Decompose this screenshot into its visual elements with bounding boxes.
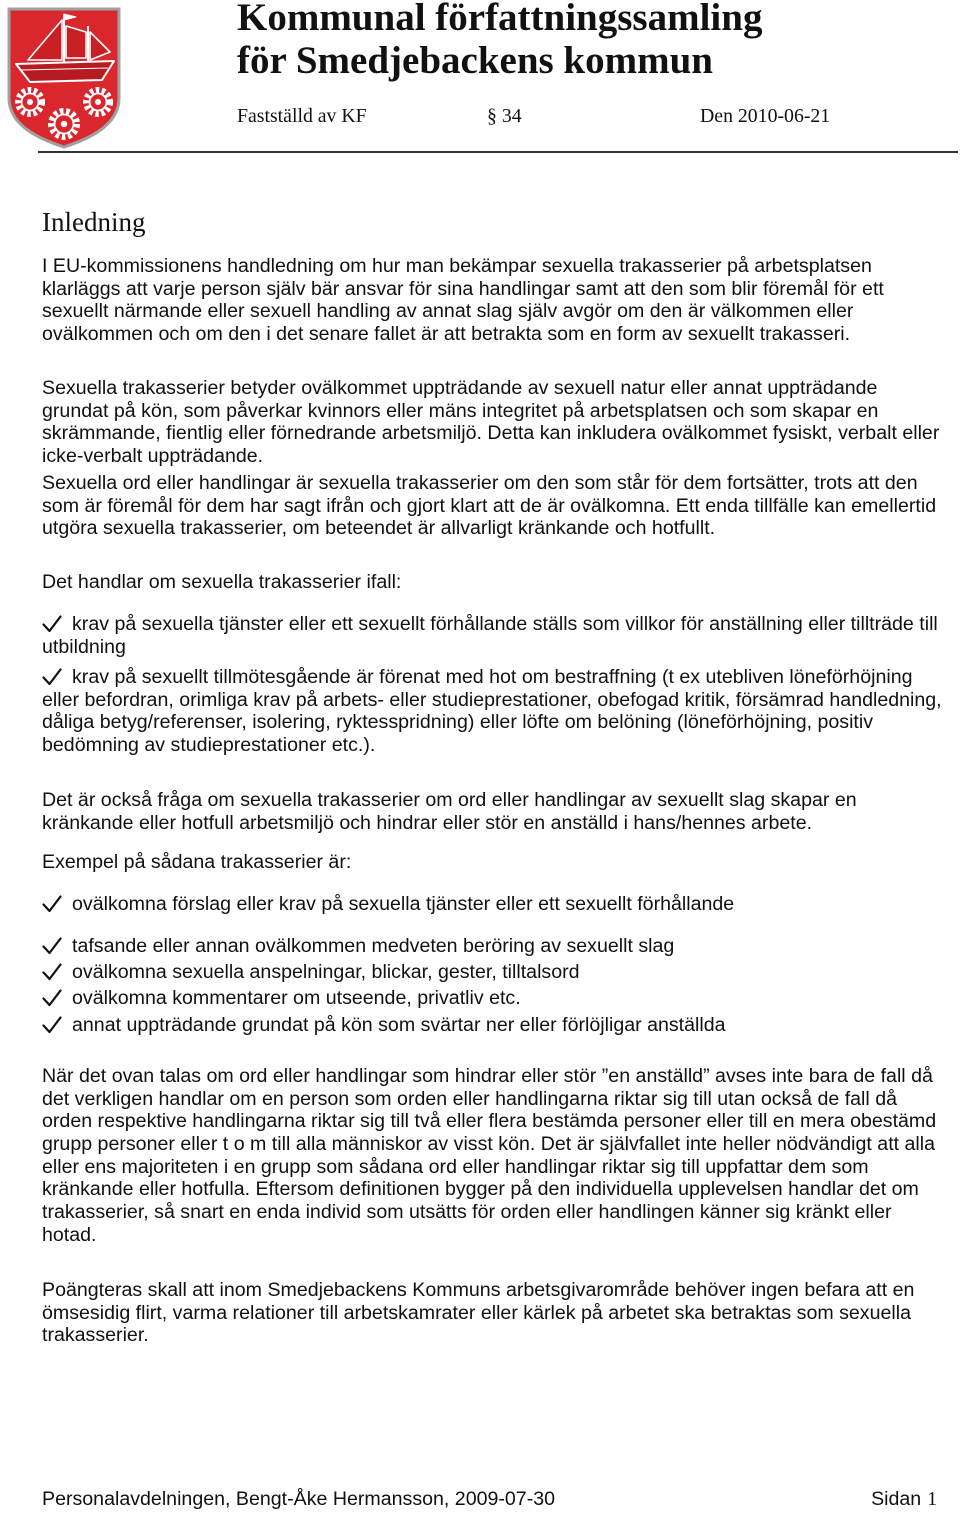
footer-author: Personalavdelningen, Bengt-Åke Hermansson, 2009-07-30 [42,1488,556,1510]
list-item [42,1014,954,1037]
list-item [42,893,954,916]
paragraph [42,255,954,346]
list-item [42,666,954,757]
text-line: utgöra sexuella trakasserier, om beteendet är allvarligt kränkande och hotfullt. [42,517,716,540]
text-line: skrämmande, fientlig eller förnedrande arbetsmiljö. Detta kan inkludera ovälkommet fysiskt, verbalt eller [42,422,940,445]
page-label: Sidan [871,1488,922,1510]
text-line: Det är också fråga om sexuella trakasserier om ord eller handlingar av sexuellt slag skapar en [42,789,857,811]
text-line: utbildning [42,635,126,658]
coat-of-arms-logo [6,6,122,150]
text-line: I EU-kommissionens handledning om hur man bekämpar sexuella trakasserier på arbetsplatsen [42,255,872,277]
text-line: annat uppträdande grundat på kön som svärtar ner eller förlöjligar anställda [72,1014,726,1036]
paragraph [42,1065,954,1247]
text-line: ovälkomna kommentarer om utseende, privatliv etc. [72,987,521,1009]
list-item [42,613,954,658]
paragraph [42,472,954,540]
checkmark-icon [42,989,62,1007]
text-line: ovälkomna förslag eller krav på sexuella tjänster eller ett sexuellt förhållande [72,893,735,915]
text-line: grupp personer eller t o m till alla människor av visst kön. Det är självfallet inte heller nödvändigt att alla [42,1133,936,1156]
text-line: Sexuella trakasserier betyder ovälkommet uppträdande av sexuell natur eller annat uppträdande [42,377,878,399]
paragraph [42,1279,954,1347]
document-date: Den 2010-06-21 [700,105,831,127]
checkmark-icon [42,895,62,913]
checkmark-icon [42,937,62,955]
text-line: Exempel på sådana trakasserier är: [42,851,352,873]
paragraph [42,377,954,468]
section-number: § 34 [487,105,522,127]
page-number: 1 [927,1489,937,1510]
text-line: orden respektive handlingarna riktar sig till två eller flera bestämda personer eller till en mera obestämd [42,1110,937,1133]
checkmark-icon [42,1016,62,1034]
header-divider [38,151,958,153]
text-line: kränkande eller hotfulla. Eftersom definitionen bygger på den individuella upplevelsen handlar det om [42,1178,919,1201]
list-item [42,935,954,958]
page-indicator [871,1488,937,1512]
coat-of-arms-icon [6,6,122,150]
adopted-by: Fastställd av KF [237,105,367,127]
municipality-title: för Smedjebackens kommun [237,39,713,82]
text-line: ömsesidig flirt, varma relationer till arbetskamrater eller kärlek på arbetet ska betraktas som sexuella [42,1301,912,1324]
text-line: som är föremål för dem har sagt ifrån och gjort klart att de är ovälkomna. Ett enda tillfälle kan emellertid [42,494,937,517]
paragraph [42,789,954,834]
checkmark-icon [42,615,62,633]
text-line: hotad. [42,1223,97,1246]
text-line: kränkande eller hotfull arbetsmiljö och hindrar eller stör en anställd i hans/hennes arbete. [42,811,813,834]
text-line: sexuellt närmande eller sexuell handling av annat slag själv avgör om den är välkommen eller [42,300,854,323]
collection-title: Kommunal författningssamling [237,0,763,39]
text-line: Det handlar om sexuella trakasserier ifall: [42,571,402,593]
text-line: När det ovan talas om ord eller handlingar som hindrar eller stör ”en anställd” avses inte bara de fall då [42,1065,933,1087]
text-line: krav på sexuellt tillmötesgående är förenat med hot om bestraffning (t ex utebliven löneförhöjning [72,666,913,688]
list-item [42,961,954,984]
section-heading: Inledning [42,207,146,237]
text-line: Sexuella ord eller handlingar är sexuella trakasserier om den som står för dem fortsätter, trots att den [42,472,918,494]
text-line: bedömning av studieprestationer etc.). [42,734,376,757]
text-line: dåliga betyg/referenser, isolering, ryktesspridning) eller löfte om belöning (löneförhöjning, positiv [42,711,874,734]
text-line: Poängteras skall att inom Smedjebackens Kommuns arbetsgivarområde behöver ingen befara att en [42,1279,915,1301]
text-line: tafsande eller annan ovälkommen medveten beröring av sexuellt slag [72,935,675,957]
text-line: trakasserier, så snart en enda individ som utsätts för orden eller handlingen känner sig kränkt eller [42,1201,892,1224]
checkmark-icon [42,668,62,686]
text-line: krav på sexuella tjänster eller ett sexuellt förhållande ställs som villkor för anställning eller tillträde till [72,613,938,635]
text-line: ovälkommen och om den i det senare fallet är att betrakta som en form av sexuellt trakasseri. [42,323,851,346]
text-line: icke-verbalt uppträdande. [42,445,264,468]
list-intro [42,571,954,594]
list-item [42,987,954,1010]
text-line: eller ens majoriteten i en grupp som sådana ord eller handlingar riktar sig till uppfattar dem som [42,1155,869,1178]
text-line: ovälkomna sexuella anspelningar, blickar, gester, tilltalsord [72,961,580,983]
list-intro [42,851,954,874]
checkmark-icon [42,963,62,981]
text-line: det verkligen handlar om en person som orden eller handlingarna riktar sig till utan också de fall då [42,1087,897,1110]
text-line: grundat på kön, som påverkar kvinnors eller mäns integritet på arbetsplatsen och som skapar en [42,399,879,422]
text-line: klarläggs att varje person själv bär ansvar för sina handlingar samt att den som blir föremål för ett [42,277,884,300]
text-line: eller befordran, orimliga krav på arbets- eller studieprestationer, obefogad kritik, försämrad handledning, [42,688,942,711]
text-line: trakasserier. [42,1324,149,1347]
